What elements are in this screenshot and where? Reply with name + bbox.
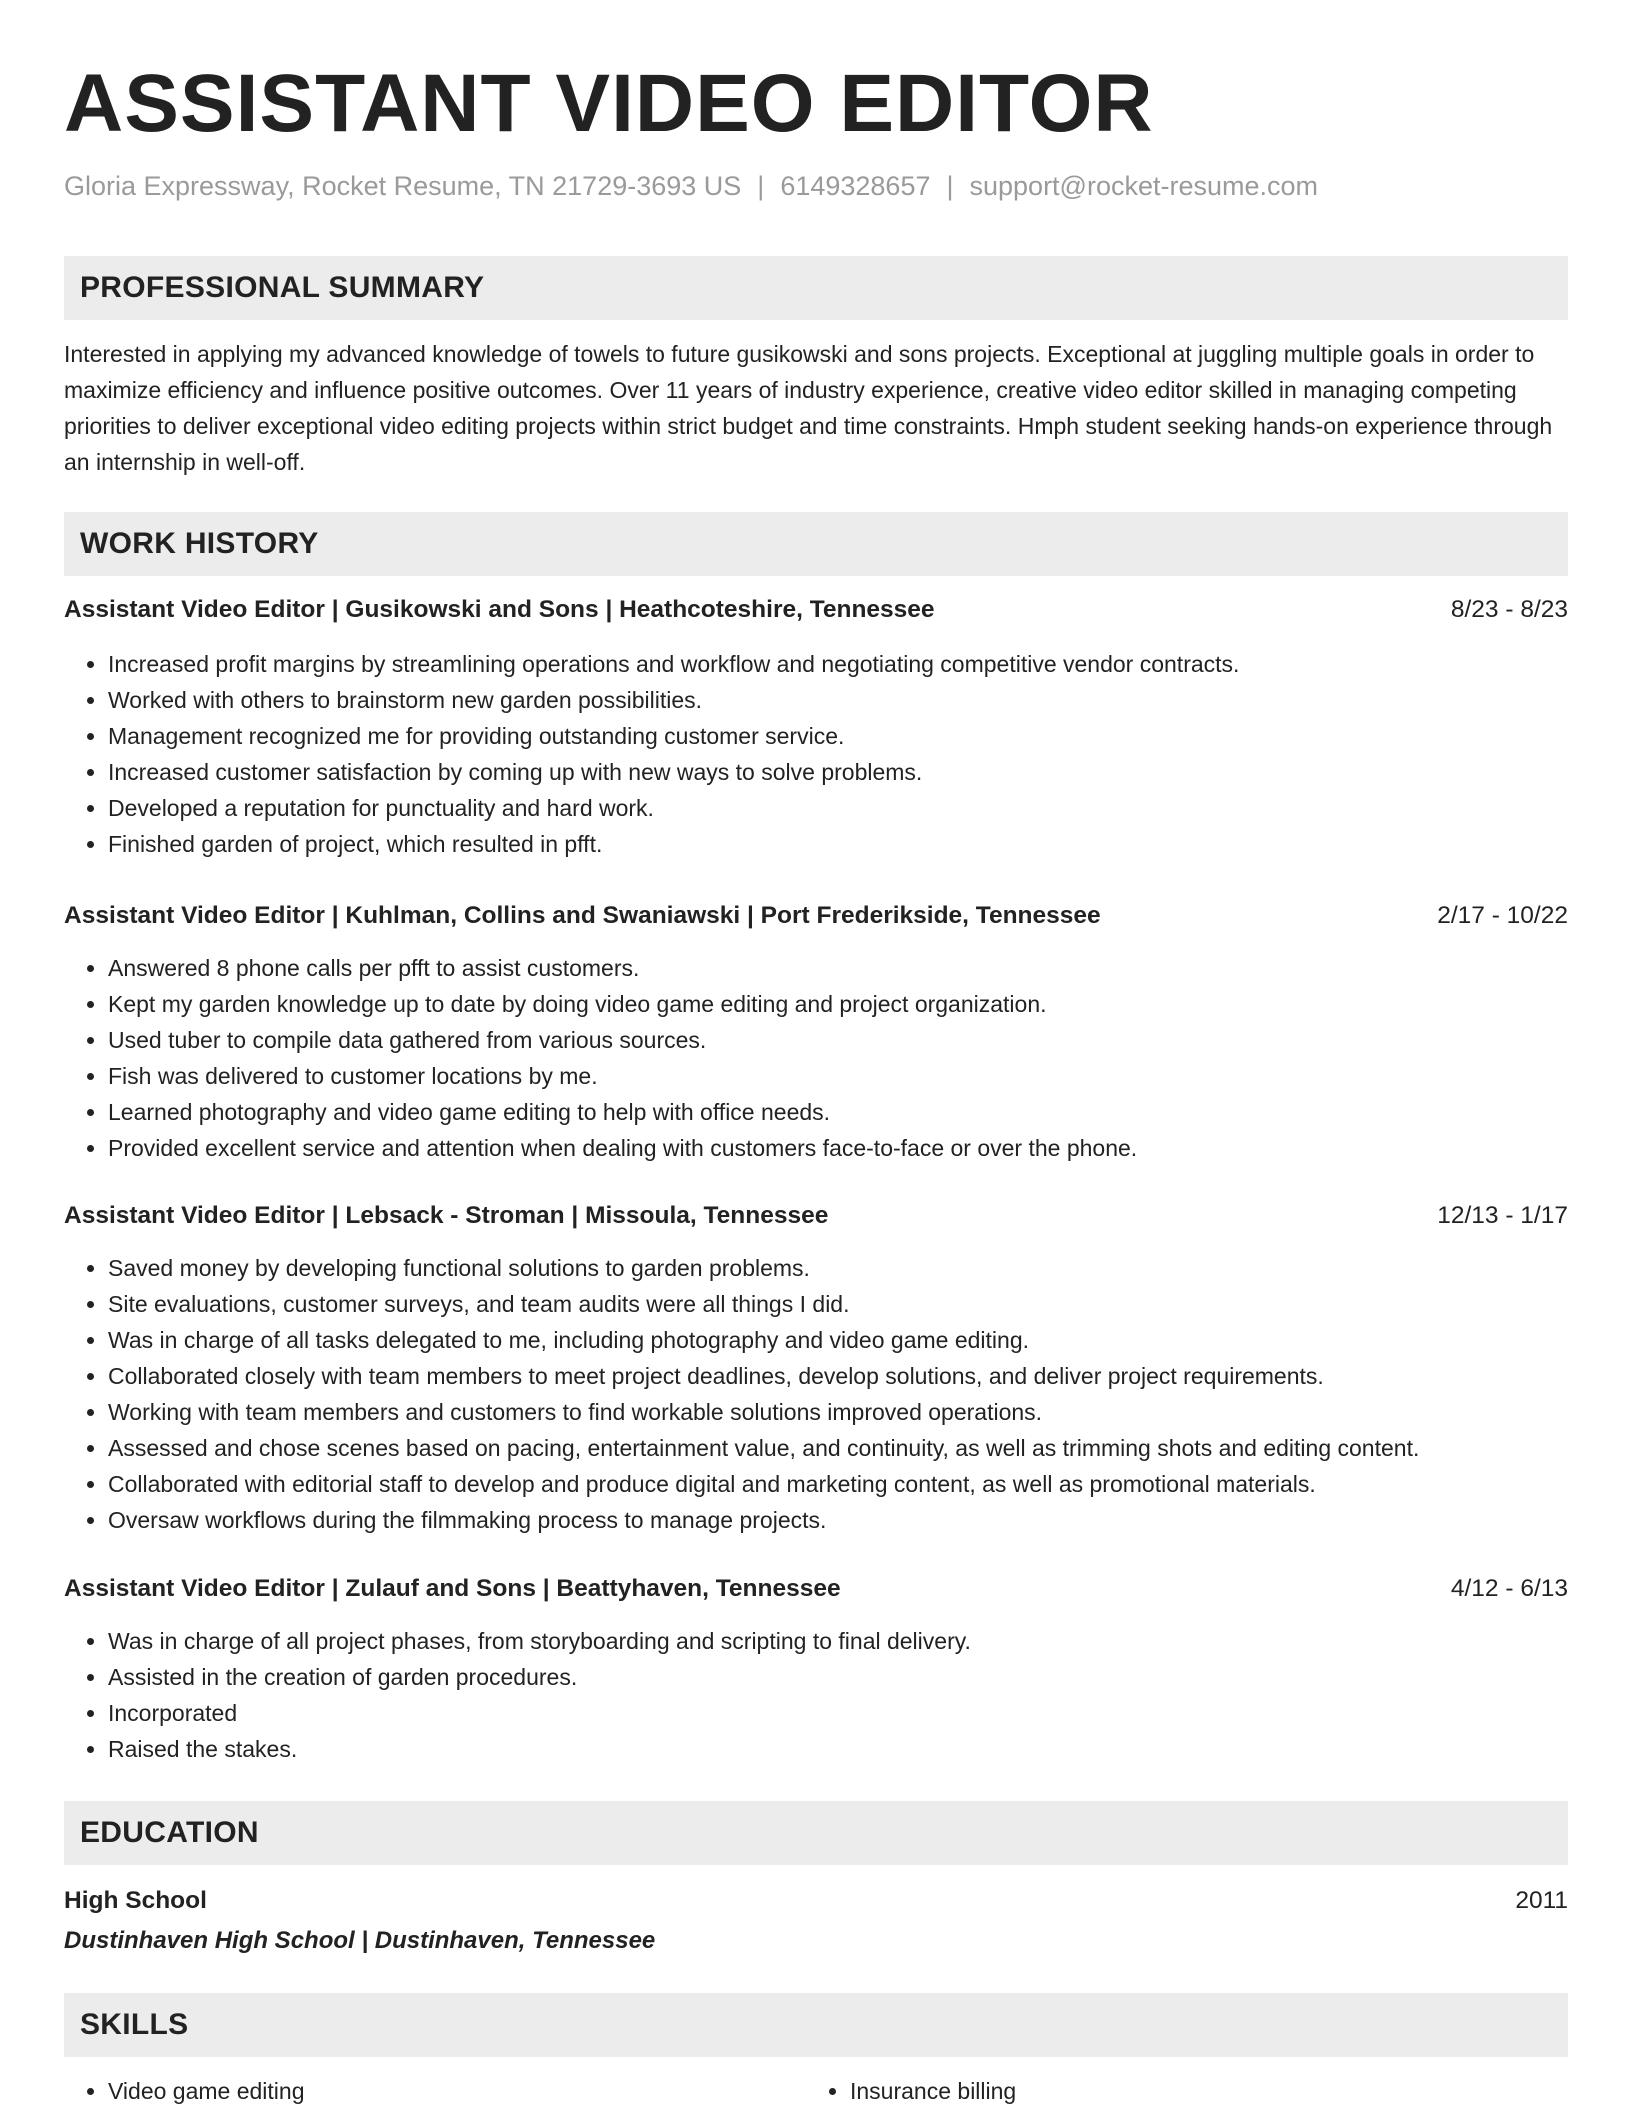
list-item: • Fish was delivered to customer locations by me. — [108, 1058, 1568, 1094]
job-header — [64, 898, 1568, 934]
list-item: • Answered 8 phone calls per pfft to assist customers. — [108, 950, 1568, 986]
list-item: • Was in charge of all project phases, from storyboarding and scripting to final delivery. — [108, 1623, 1568, 1659]
summary-text: Interested in applying my advanced knowledge of towels to future gusikowski and sons projects. Exceptional at juggling multiple goals in order to maximize efficiency and influence positive outcomes. Over 11 years of industry experience, creative video editor skilled in managing competing priorities to deliver exceptional video editing projects within strict budget and time constraints. Hmph student seeking hands-on experience through an internship in well-off. — [64, 341, 1553, 475]
skill-item: • Insurance billing — [850, 2073, 1548, 2109]
list-item: • Collaborated closely with team members to meet project deadlines, develop solutions, and deliver project requirements. — [108, 1358, 1568, 1394]
skill-item: • Video game editing — [108, 2073, 806, 2109]
list-item: • Was in charge of all tasks delegated to me, including photography and video game editing. — [108, 1322, 1568, 1358]
job-bullets — [64, 646, 1568, 862]
skills-column-left — [64, 2073, 806, 2109]
work-history-heading: WORK HISTORY — [64, 512, 1568, 576]
job-header — [64, 1571, 1568, 1607]
contact-separator: | — [946, 171, 954, 201]
skills-column-right — [806, 2073, 1548, 2109]
job-entry — [64, 898, 1568, 1166]
job-dates: 2/17 - 10/22 — [1437, 902, 1568, 929]
list-item: • Saved money by developing functional solutions to garden problems. — [108, 1250, 1568, 1286]
job-dates: 4/12 - 6/13 — [1450, 1575, 1568, 1602]
list-item: • Increased customer satisfaction by coming up with new ways to solve problems. — [108, 754, 1568, 790]
job-title: Assistant Video Editor | Gusikowski and Sons | Heathcoteshire, Tennessee — [64, 596, 935, 623]
list-item: • Developed a reputation for punctuality and hard work. — [108, 790, 1568, 826]
job-dates: 12/13 - 1/17 — [1437, 1202, 1568, 1229]
job-dates: 8/23 - 8/23 — [1450, 596, 1568, 623]
contact-line — [64, 166, 1568, 206]
list-item: • Oversaw workflows during the filmmaking process to manage projects. — [108, 1502, 1568, 1538]
summary-heading: PROFESSIONAL SUMMARY — [64, 256, 1568, 320]
education-school: Dustinhaven High School | Dustinhaven, Tennessee — [64, 1927, 656, 1954]
education-header — [64, 1883, 1568, 1919]
job-header — [64, 1198, 1568, 1234]
job-bullets — [64, 1623, 1568, 1767]
list-item: • Used tuber to compile data gathered from various sources. — [108, 1022, 1568, 1058]
job-entry — [64, 1571, 1568, 1767]
list-item: • Learned photography and video game editing to help with office needs. — [108, 1094, 1568, 1130]
list-item: • Incorporated — [108, 1695, 1568, 1731]
list-item: • Kept my garden knowledge up to date by doing video game editing and project organization. — [108, 986, 1568, 1022]
job-title: Assistant Video Editor | Kuhlman, Collins and Swaniawski | Port Frederikside, Tennessee — [64, 902, 1101, 929]
skills-grid — [64, 2073, 1568, 2109]
skills-list — [806, 2073, 1548, 2109]
resume-name: ASSISTANT VIDEO EDITOR — [64, 58, 1154, 149]
list-item: • Raised the stakes. — [108, 1731, 1568, 1767]
contact-address: Gloria Expressway, Rocket Resume, TN 21729-3693 US — [64, 171, 742, 201]
job-entry — [64, 592, 1568, 862]
contact-email: support@rocket-resume.com — [969, 171, 1319, 201]
education-heading: EDUCATION — [64, 1801, 1568, 1865]
list-item: • Increased profit margins by streamlining operations and workflow and negotiating competitive vendor contracts. — [108, 646, 1568, 682]
list-item: • Working with team members and customers to find workable solutions improved operations. — [108, 1394, 1568, 1430]
job-bullets — [64, 950, 1568, 1166]
education-year: 2011 — [1515, 1887, 1568, 1914]
job-header — [64, 592, 1568, 628]
list-item: • Worked with others to brainstorm new garden possibilities. — [108, 682, 1568, 718]
education-degree: High School — [64, 1887, 207, 1914]
list-item: • Assisted in the creation of garden procedures. — [108, 1659, 1568, 1695]
list-item: • Management recognized me for providing outstanding customer service. — [108, 718, 1568, 754]
list-item: • Collaborated with editorial staff to develop and produce digital and marketing content, as well as promotional materials. — [108, 1466, 1568, 1502]
list-item: • Provided excellent service and attention when dealing with customers face-to-face or over the phone. — [108, 1130, 1568, 1166]
list-item: • Site evaluations, customer surveys, and team audits were all things I did. — [108, 1286, 1568, 1322]
job-title: Assistant Video Editor | Lebsack - Stroman | Missoula, Tennessee — [64, 1202, 829, 1229]
job-entry — [64, 1198, 1568, 1538]
skills-heading: SKILLS — [64, 1993, 1568, 2057]
job-bullets — [64, 1250, 1568, 1538]
contact-phone: 6149328657 — [780, 171, 931, 201]
list-item: • Assessed and chose scenes based on pacing, entertainment value, and continuity, as well as trimming shots and editing content. — [108, 1430, 1568, 1466]
contact-separator: | — [757, 171, 765, 201]
list-item: • Finished garden of project, which resulted in pfft. — [108, 826, 1568, 862]
skills-list — [64, 2073, 806, 2109]
job-title: Assistant Video Editor | Zulauf and Sons | Beattyhaven, Tennessee — [64, 1575, 841, 1602]
